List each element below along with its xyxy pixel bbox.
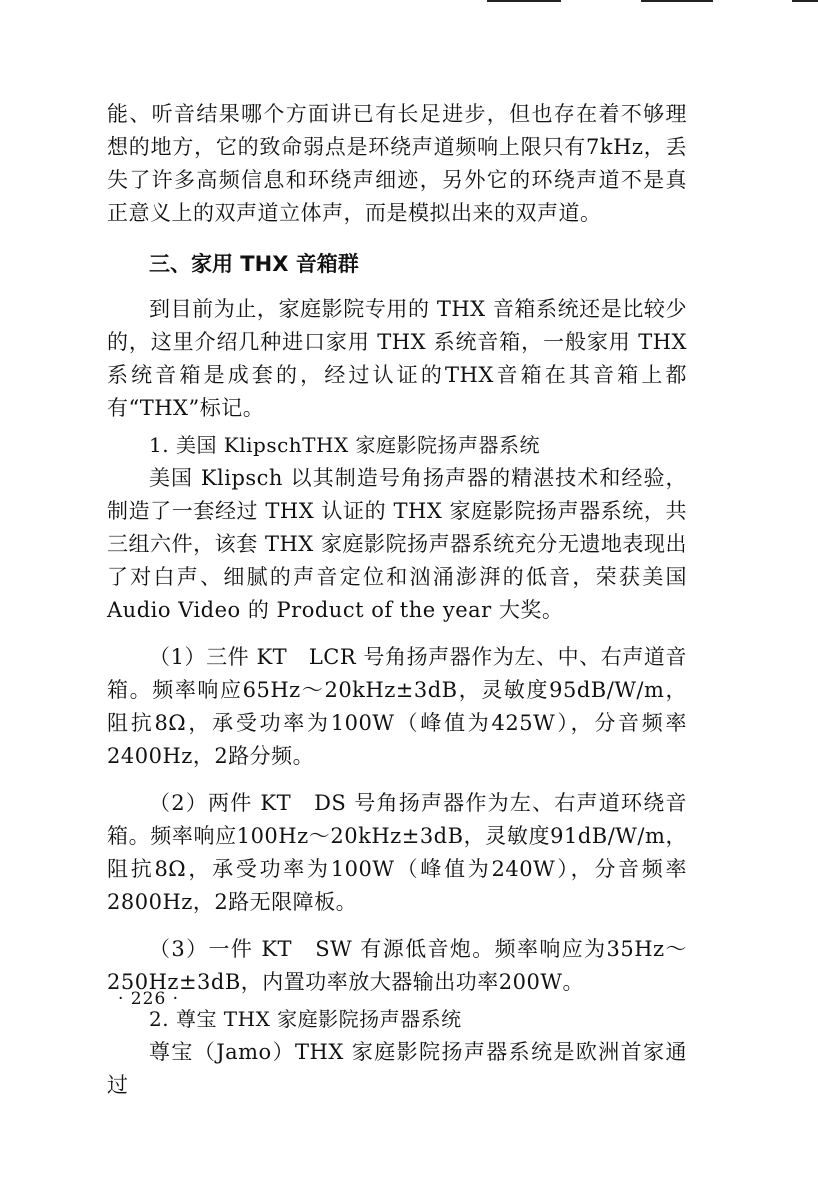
page-body xyxy=(107,98,687,1102)
list-item-lcr: （1）三件 KT LCR 号角扬声器作为左、中、右声道音箱。频率响应65Hz～20kHz±3dB，灵敏度95dB/W/m，阻抗8Ω，承受功率为100W（峰值为425W），分音频率2400Hz，2路分频。 xyxy=(107,645,687,768)
paragraph-klipsch: 美国 Klipsch 以其制造号角扬声器的精湛技术和经验，制造了一套经过 THX 认证的 THX 家庭影院扬声器系统，共三组六件，该套 THX 家庭影院扬声器系统充分无遗地表现出了对白声、细腻的声音定位和汹涌澎湃的低音，荣获美国 Audio Video 的 Product of the year 大奖。 xyxy=(107,466,687,622)
page-number: · 226 · xyxy=(118,989,180,1009)
subheading-jamo: 2. 尊宝 THX 家庭影院扬声器系统 xyxy=(149,1007,462,1031)
subheading-klipsch: 1. 美国 KlipschTHX 家庭影院扬声器系统 xyxy=(149,433,541,457)
header-rule-1 xyxy=(487,0,561,2)
header-rule-3 xyxy=(792,0,818,2)
list-item-ds: （2）两件 KT DS 号角扬声器作为左、右声道环绕音箱。频率响应100Hz～20kHz±3dB，灵敏度91dB/W/m，阻抗8Ω，承受功率为100W（峰值为240W），分音频率2800Hz，2路无限障板。 xyxy=(107,791,687,914)
paragraph-continued: 能、听音结果哪个方面讲已有长足进步，但也存在着不够理想的地方，它的致命弱点是环绕声道频响上限只有7kHz，丢失了许多高频信息和环绕声细迹，另外它的环绕声道不是真正意义上的双声道立体声，而是模拟出来的双声道。 xyxy=(107,102,687,225)
list-item-sw: （3）一件 KT SW 有源低音炮。频率响应为35Hz～250Hz±3dB，内置功率放大器输出功率200W。 xyxy=(107,937,687,994)
paragraph-jamo: 尊宝（Jamo）THX 家庭影院扬声器系统是欧洲首家通过 xyxy=(107,1040,687,1097)
header-rule-2 xyxy=(641,0,713,2)
paragraph-thx-intro: 到目前为止，家庭影院专用的 THX 音箱系统还是比较少的，这里介绍几种进口家用 THX 系统音箱，一般家用 THX 系统音箱是成套的，经过认证的THX音箱在其音箱上都有“THX”标记。 xyxy=(107,297,687,420)
section-heading: 三、家用 THX 音箱群 xyxy=(149,252,359,276)
